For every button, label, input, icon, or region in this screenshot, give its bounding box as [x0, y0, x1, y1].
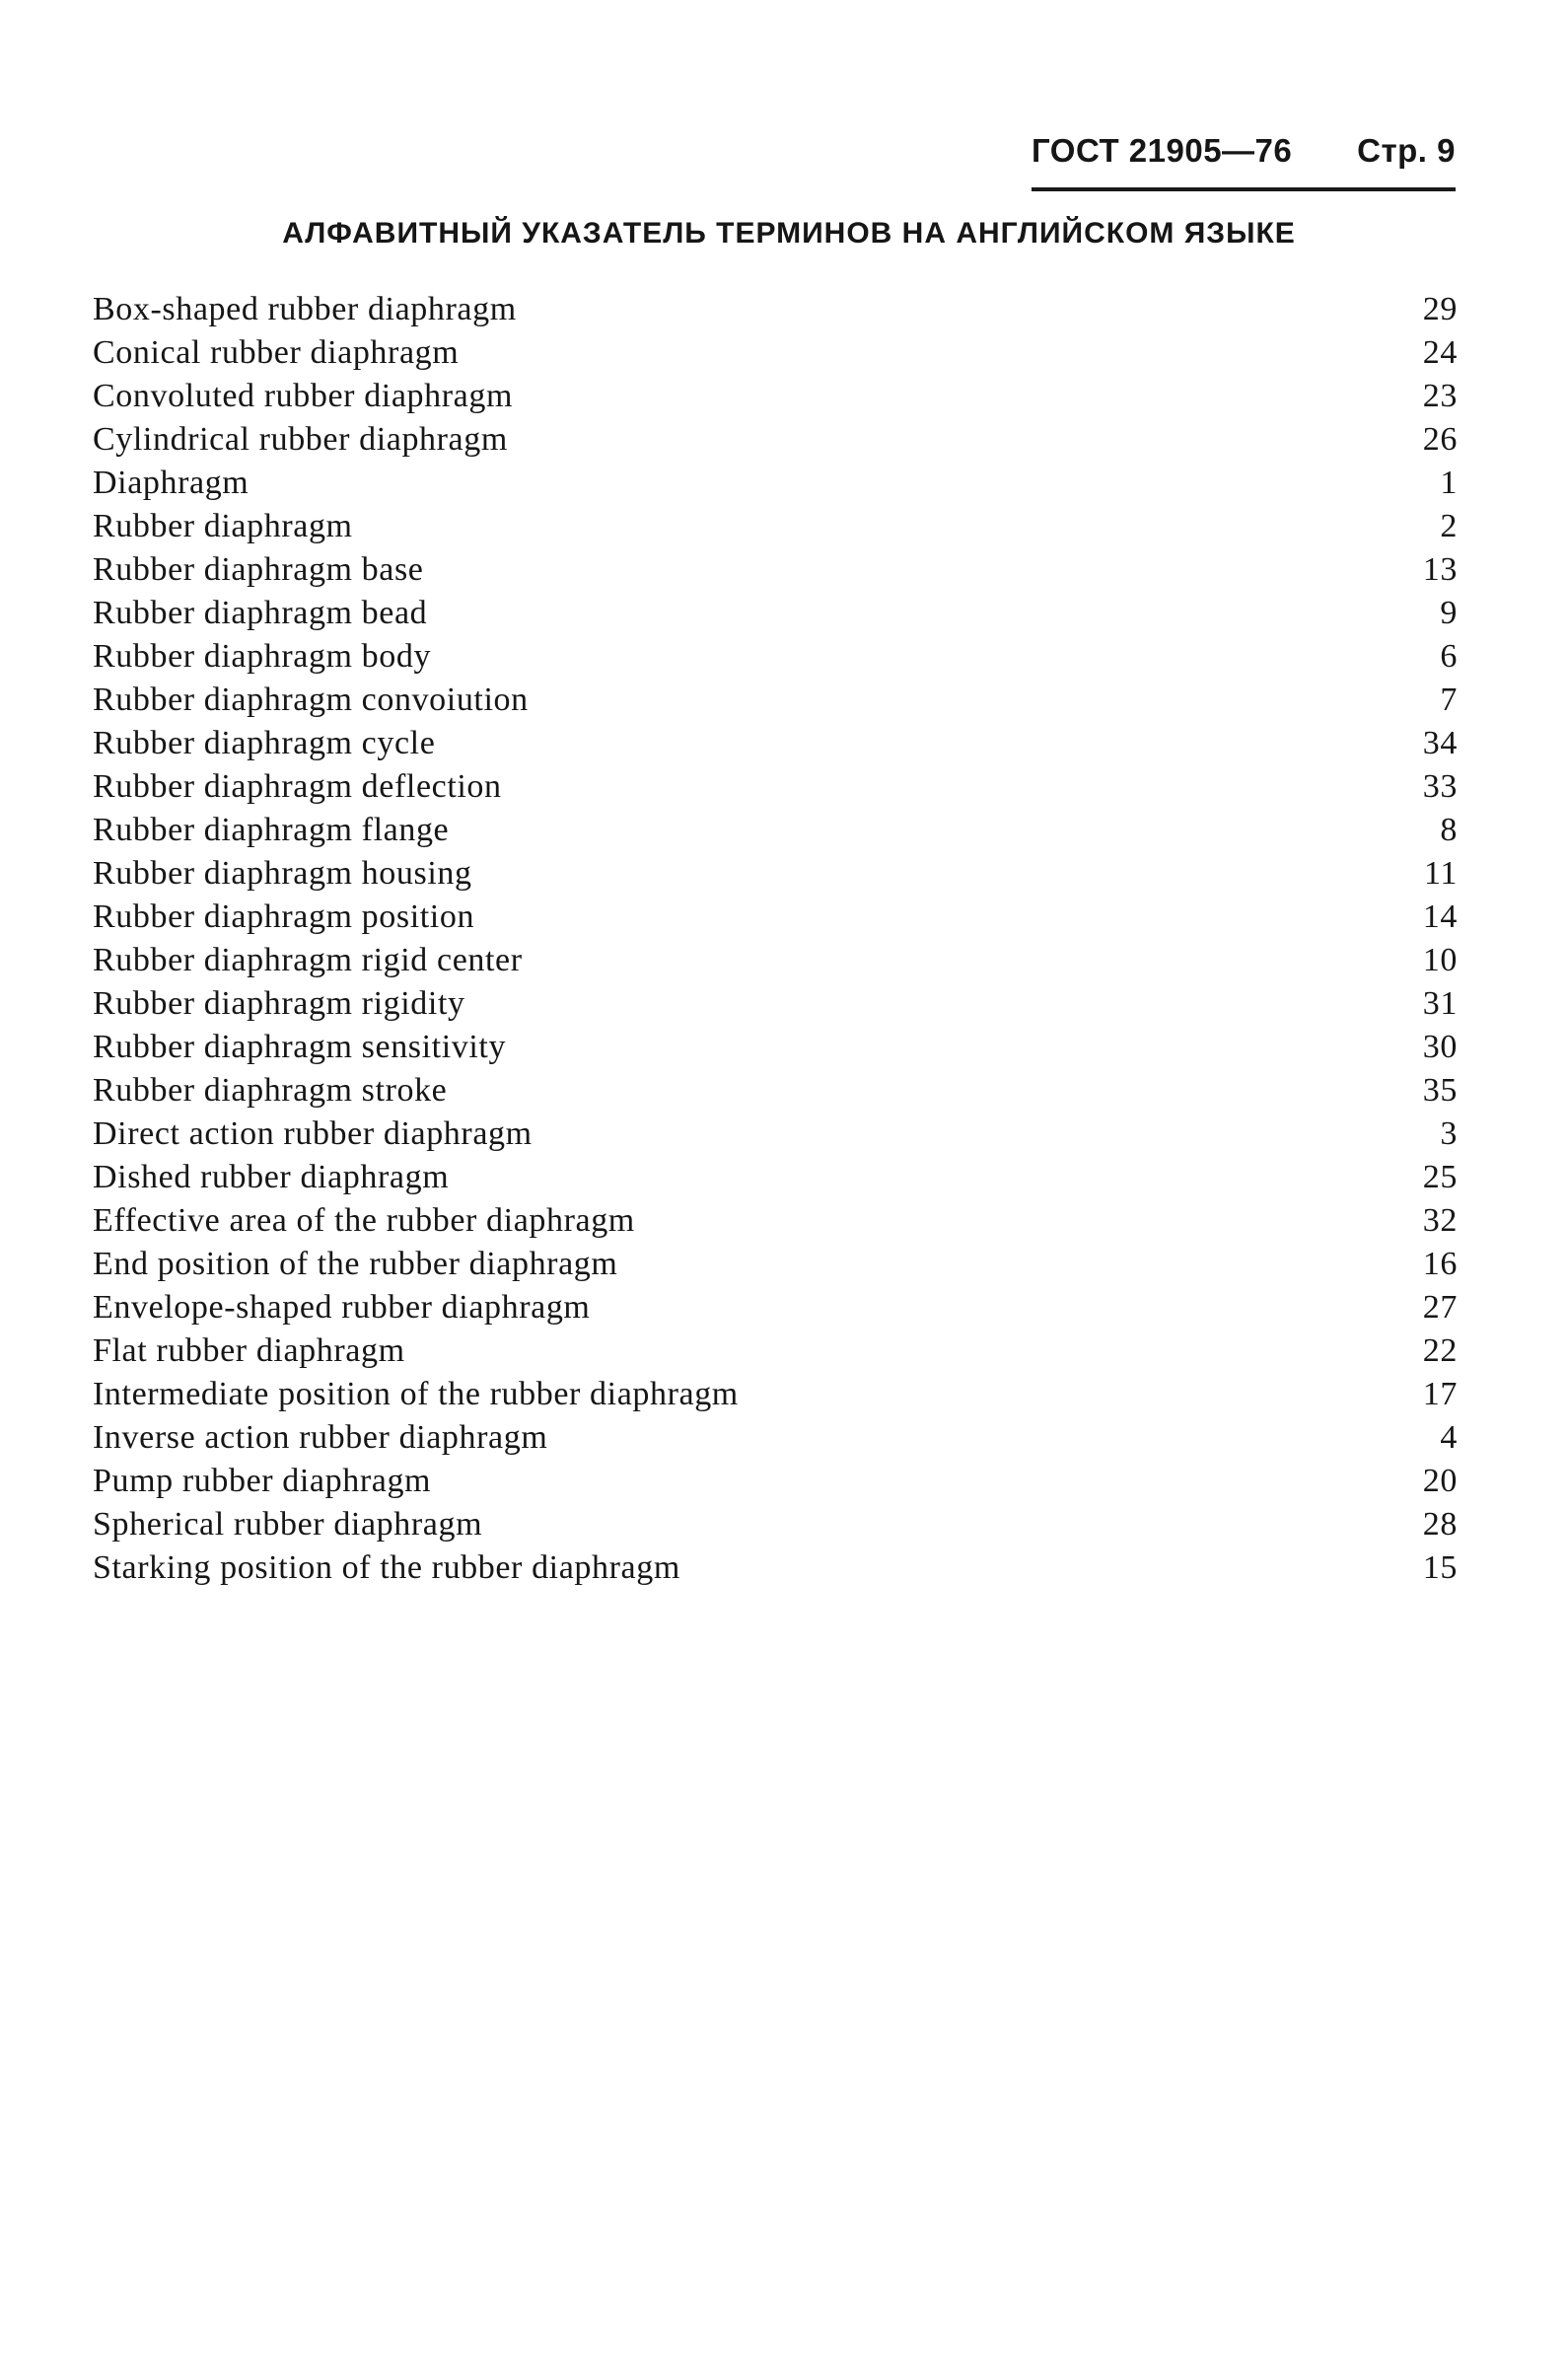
- index-term: Convoluted rubber diaphragm: [93, 378, 513, 414]
- index-entry-row: [93, 331, 1465, 375]
- index-term-number: 26: [1422, 421, 1458, 458]
- index-term-number: 7: [1440, 682, 1458, 718]
- term-index-list: [93, 288, 1465, 1590]
- standard-code: ГОСТ 21905—76: [1032, 132, 1293, 169]
- index-term-number: 15: [1422, 1549, 1458, 1586]
- index-term: Rubber diaphragm bead: [93, 595, 428, 631]
- index-term: Rubber diaphragm sensitivity: [93, 1029, 507, 1065]
- index-term-number: 34: [1422, 725, 1458, 761]
- index-term-number: 3: [1440, 1115, 1458, 1152]
- index-term-number: 29: [1422, 291, 1458, 327]
- index-entry-row: [93, 1460, 1465, 1503]
- index-entry-row: [93, 765, 1465, 809]
- index-term: Intermediate position of the rubber diaphragm: [93, 1376, 739, 1412]
- index-term: Conical rubber diaphragm: [93, 334, 460, 371]
- index-entry-row: [93, 548, 1465, 592]
- index-title: АЛФАВИТНЫЙ УКАЗАТЕЛЬ ТЕРМИНОВ НА АНГЛИЙСКОМ ЯЗЫКЕ: [282, 217, 1296, 250]
- index-entry-row: [93, 1199, 1465, 1243]
- index-entry-row: [93, 1286, 1465, 1329]
- index-term-number: 33: [1422, 768, 1458, 805]
- page-number: Стр. 9: [1357, 132, 1456, 169]
- index-term-number: 10: [1422, 942, 1458, 978]
- index-entry-row: [93, 505, 1465, 548]
- index-term: Starking position of the rubber diaphragm: [93, 1549, 680, 1586]
- index-term-number: 20: [1422, 1463, 1458, 1499]
- index-term-number: 22: [1422, 1332, 1458, 1369]
- page-header: [1032, 132, 1456, 183]
- index-term: Pump rubber diaphragm: [93, 1463, 432, 1499]
- index-term: Rubber diaphragm housing: [93, 855, 472, 892]
- index-entry-row: [93, 635, 1465, 679]
- index-term: Flat rubber diaphragm: [93, 1332, 405, 1369]
- index-term: Rubber diaphragm rigid center: [93, 942, 523, 978]
- index-term-number: 8: [1440, 812, 1458, 848]
- index-entry-row: [93, 1329, 1465, 1373]
- index-entry-row: [93, 1416, 1465, 1460]
- index-entry-row: [93, 939, 1465, 982]
- index-term-number: 31: [1422, 985, 1458, 1022]
- index-term-number: 1: [1440, 465, 1458, 501]
- index-term: Rubber diaphragm base: [93, 551, 424, 588]
- index-term-number: 17: [1422, 1376, 1458, 1412]
- index-term: Rubber diaphragm flange: [93, 812, 450, 848]
- index-entry-row: [93, 592, 1465, 635]
- index-term-number: 28: [1422, 1506, 1458, 1543]
- index-term: Rubber diaphragm convoiution: [93, 682, 529, 718]
- index-entry-row: [93, 1243, 1465, 1286]
- index-term-number: 14: [1422, 898, 1458, 935]
- index-entry-row: [93, 982, 1465, 1026]
- index-term: Rubber diaphragm cycle: [93, 725, 436, 761]
- index-entry-row: [93, 288, 1465, 331]
- index-term: Cylindrical rubber diaphragm: [93, 421, 508, 458]
- index-term-number: 35: [1422, 1072, 1458, 1109]
- index-entry-row: [93, 1503, 1465, 1546]
- index-entry-row: [93, 679, 1465, 722]
- index-entry-row: [93, 852, 1465, 896]
- index-term-number: 23: [1422, 378, 1458, 414]
- index-term-number: 11: [1424, 855, 1458, 892]
- index-term: End position of the rubber diaphragm: [93, 1246, 618, 1282]
- index-term: Direct action rubber diaphragm: [93, 1115, 533, 1152]
- index-term: Rubber diaphragm stroke: [93, 1072, 448, 1109]
- index-term: Spherical rubber diaphragm: [93, 1506, 483, 1543]
- index-term-number: 16: [1422, 1246, 1458, 1282]
- index-term: Rubber diaphragm rigidity: [93, 985, 465, 1022]
- index-entry-row: [93, 1156, 1465, 1199]
- index-term: Envelope-shaped rubber diaphragm: [93, 1289, 591, 1326]
- index-term-number: 30: [1422, 1029, 1458, 1065]
- index-term: Rubber diaphragm: [93, 508, 353, 544]
- index-term: Inverse action rubber diaphragm: [93, 1419, 548, 1456]
- index-entry-row: [93, 375, 1465, 418]
- index-term-number: 9: [1440, 595, 1458, 631]
- index-term-number: 25: [1422, 1159, 1458, 1195]
- index-term: Rubber diaphragm deflection: [93, 768, 502, 805]
- index-term: Diaphragm: [93, 465, 249, 501]
- index-term-number: 27: [1422, 1289, 1458, 1326]
- index-entry-row: [93, 1069, 1465, 1113]
- index-term: Effective area of the rubber diaphragm: [93, 1202, 635, 1239]
- index-entry-row: [93, 1373, 1465, 1416]
- header-rule: [1032, 187, 1456, 191]
- index-term-number: 6: [1440, 638, 1458, 675]
- index-entry-row: [93, 462, 1465, 505]
- index-term: Box-shaped rubber diaphragm: [93, 291, 517, 327]
- index-entry-row: [93, 1113, 1465, 1156]
- index-entry-row: [93, 418, 1465, 462]
- index-term-number: 4: [1440, 1419, 1458, 1456]
- index-term-number: 32: [1422, 1202, 1458, 1239]
- index-entry-row: [93, 1546, 1465, 1590]
- index-entry-row: [93, 896, 1465, 939]
- index-term: Dished rubber diaphragm: [93, 1159, 450, 1195]
- index-entry-row: [93, 1026, 1465, 1069]
- index-entry-row: [93, 722, 1465, 765]
- index-term-number: 24: [1422, 334, 1458, 371]
- index-term: Rubber diaphragm position: [93, 898, 475, 935]
- index-term-number: 13: [1422, 551, 1458, 588]
- index-entry-row: [93, 809, 1465, 852]
- index-term: Rubber diaphragm body: [93, 638, 432, 675]
- index-term-number: 2: [1440, 508, 1458, 544]
